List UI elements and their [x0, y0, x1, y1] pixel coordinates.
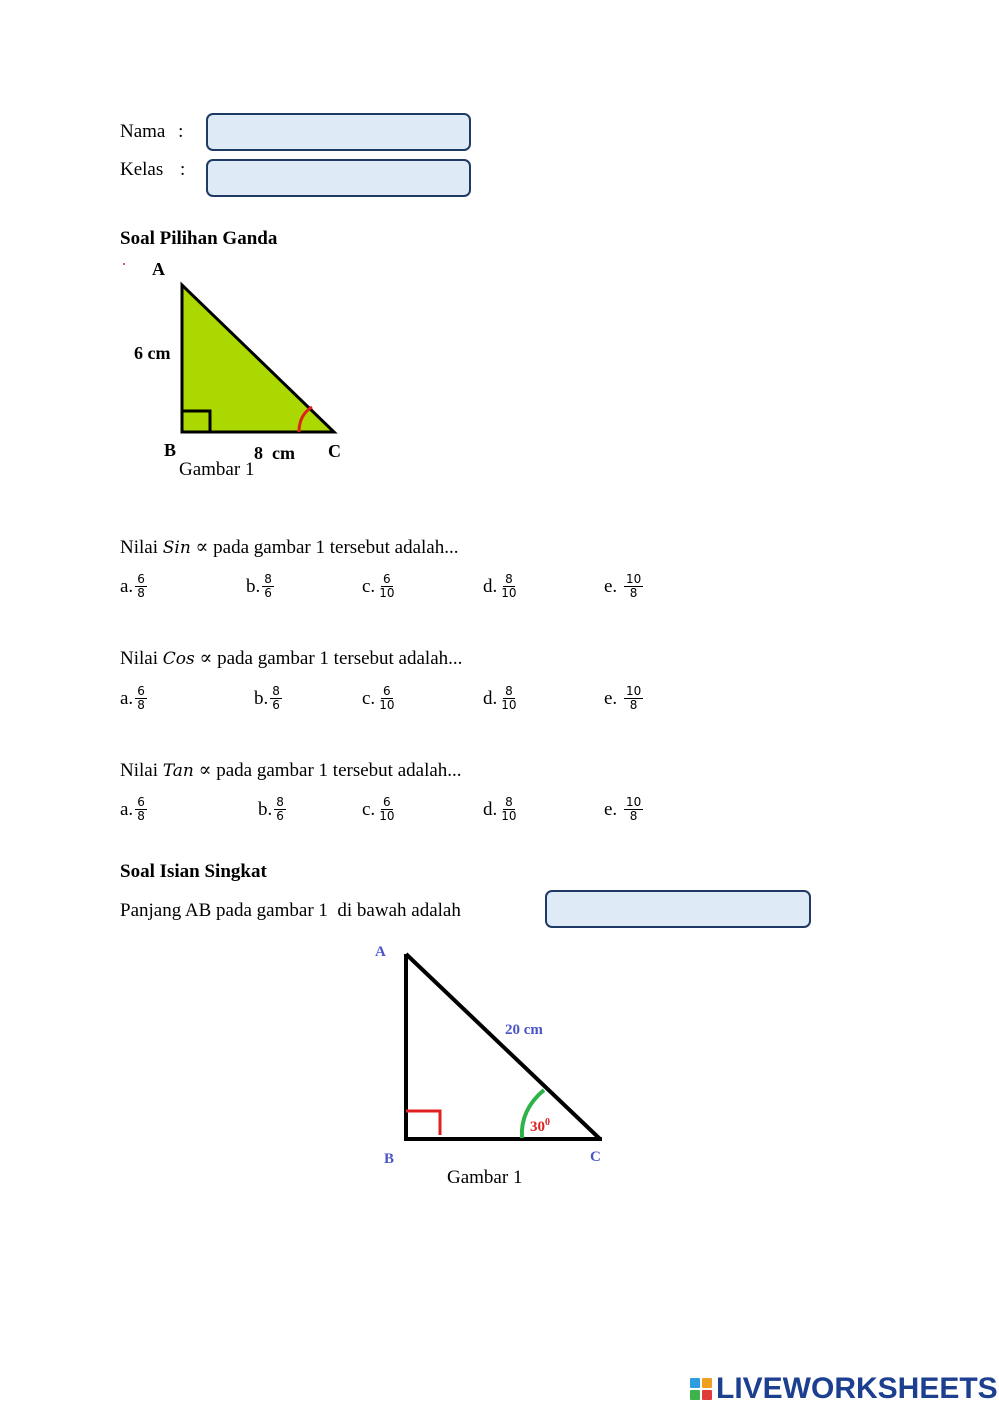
class-colon: :: [180, 159, 186, 180]
figure2-label-a: A: [375, 944, 386, 960]
fraction: $\frac{6}{10}$: [379, 572, 395, 600]
question-tan-func: Tan: [162, 761, 194, 781]
figure2-hypotenuse-label: 20 cm: [505, 1022, 543, 1038]
figure2-right-angle-mark: [406, 1111, 440, 1135]
fraction: $\frac{8}{10}$: [501, 684, 517, 712]
q3-option-d[interactable]: d. $\frac{8}{10}$: [483, 795, 517, 823]
logo-squares-icon: [690, 1378, 712, 1400]
q2-option-b[interactable]: b. $\frac{8}{6}$: [254, 684, 280, 712]
question-ab-length: Panjang AB pada gambar 1 di bawah adalah: [120, 900, 461, 921]
figure1-label-a: A: [152, 259, 165, 279]
figure1-triangle: [118, 255, 358, 485]
question-tan: Nilai Tan ∝ pada gambar 1 tersebut adalah...: [120, 760, 462, 781]
figure2-caption: Gambar 1: [447, 1167, 523, 1188]
q2-option-e[interactable]: e. $\frac{10}{8}$: [604, 684, 642, 712]
figure2-label-c: C: [590, 1149, 601, 1165]
figure1-caption: Gambar 1: [179, 459, 255, 480]
q3-option-a[interactable]: a. $\frac{6}{8}$: [120, 795, 145, 823]
logo-text: LIVEWORKSHEETS: [716, 1372, 998, 1405]
q1-option-d[interactable]: d. $\frac{8}{10}$: [483, 572, 517, 600]
figure1-side-ab: 6 cm: [134, 343, 171, 363]
q1-option-a[interactable]: a. $\frac{6}{8}$: [120, 572, 145, 600]
fraction: $\frac{10}{8}$: [625, 795, 642, 823]
q3-option-e[interactable]: e. $\frac{10}{8}$: [604, 795, 642, 823]
q2-option-c[interactable]: c. $\frac{6}{10}$: [362, 684, 395, 712]
section-title-short-answer: Soal Isian Singkat: [120, 861, 267, 882]
fraction: $\frac{8}{6}$: [276, 795, 284, 823]
fraction: $\frac{10}{8}$: [625, 572, 642, 600]
question-sin: Nilai Sin ∝ pada gambar 1 tersebut adalah...: [120, 537, 459, 558]
class-label: Kelas :: [120, 159, 186, 180]
q2-option-a[interactable]: a. $\frac{6}{8}$: [120, 684, 145, 712]
fraction: $\frac{6}{10}$: [379, 684, 395, 712]
fraction: $\frac{8}{10}$: [501, 795, 517, 823]
q3-option-c[interactable]: c. $\frac{6}{10}$: [362, 795, 395, 823]
name-label: Nama :: [120, 121, 184, 142]
question-sin-func: Sin: [162, 538, 191, 558]
q1-option-b[interactable]: b. $\frac{8}{6}$: [246, 572, 272, 600]
section-title-multiple-choice: Soal Pilihan Ganda: [120, 228, 278, 249]
name-colon: :: [178, 121, 184, 142]
name-input[interactable]: [206, 113, 471, 151]
question-cos: Nilai Cos ∝ pada gambar 1 tersebut adalah...: [120, 648, 463, 669]
figure2-triangle: [370, 938, 620, 1173]
class-input[interactable]: [206, 159, 471, 197]
q1-option-e[interactable]: e. $\frac{10}{8}$: [604, 572, 642, 600]
q3-option-b[interactable]: b. $\frac{8}{6}$: [258, 795, 284, 823]
figure1-label-b: B: [164, 440, 177, 460]
answer-ab-input[interactable]: [545, 890, 811, 928]
figure2-label-b: B: [384, 1151, 395, 1167]
fraction: $\frac{8}{6}$: [272, 684, 280, 712]
figure2-angle-label: $30^0$: [530, 1117, 550, 1135]
question-cos-func: Cos: [162, 649, 195, 669]
fraction: $\frac{6}{8}$: [137, 684, 145, 712]
fraction: $\frac{6}{10}$: [379, 795, 395, 823]
liveworksheets-logo: [690, 1372, 998, 1406]
fraction: $\frac{6}{8}$: [137, 572, 145, 600]
figure1-dot: [123, 263, 125, 265]
figure1-label-c: C: [328, 441, 341, 461]
fraction: $\frac{6}{8}$: [137, 795, 145, 823]
figure1-side-bc: 8 cm: [254, 443, 295, 463]
fraction: $\frac{10}{8}$: [625, 684, 642, 712]
q2-option-d[interactable]: d. $\frac{8}{10}$: [483, 684, 517, 712]
q1-option-c[interactable]: c. $\frac{6}{10}$: [362, 572, 395, 600]
fraction: $\frac{8}{6}$: [264, 572, 272, 600]
fraction: $\frac{8}{10}$: [501, 572, 517, 600]
